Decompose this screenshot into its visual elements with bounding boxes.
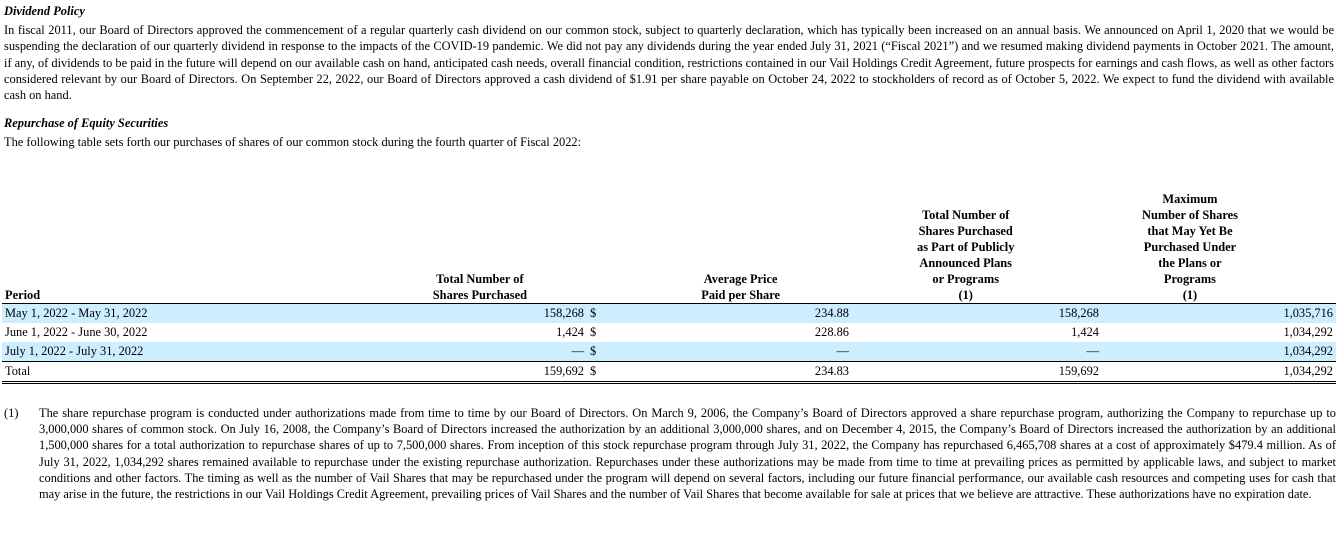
header-public-plans: Total Number of Shares Purchased as Part of Publicly Announced Plans or Programs (1): [917, 208, 1015, 302]
footnote-marker: (1): [4, 406, 19, 420]
cell-currency: $: [587, 362, 617, 383]
cell-plan-shares: 159,692: [852, 362, 1102, 383]
cell-period: May 1, 2022 - May 31, 2022: [2, 304, 312, 324]
cell-shares: 159,692: [312, 362, 587, 383]
header-period: Period: [5, 288, 41, 302]
cell-price: —: [617, 342, 852, 362]
repurchase-table: [2, 191, 1336, 384]
cell-remaining: 1,034,292: [1283, 325, 1333, 339]
table-row: [2, 323, 1336, 342]
cell-shares: 1,424: [556, 325, 584, 339]
cell-currency: $: [587, 342, 617, 362]
cell-shares: 158,268: [312, 304, 587, 324]
table-header-row: [2, 191, 1336, 304]
cell-period: Total: [2, 362, 312, 383]
table-row: [2, 342, 1336, 362]
footnote-text: The share repurchase program is conducted under authorizations made from time to time by our Board of Directors. On March 9, 2006, the Company’s Board of Directors approved a share repurchase program, authorizing the Company to repurchase up to 3,000,000 shares of common stock. On July 16, 2008, the Company’s Board of Directors increased the authorization by an additional 3,000,000 shares, and on December 4, 2015, the Company’s Board of Directors increased the authorization by an additional 1,500,000 shares for a total authorization to repurchase shares of up to 7,500,000 shares. From inception of this stock repurchase program through July 31, 2022, the Company has repurchased 6,465,708 shares at a cost of approximately $479.4 million. As of July 31, 2022, 1,034,292 shares remained available to repurchase under the existing repurchase authorization. Repurchases under these authorizations may be made from time to time at prevailing prices as permitted by applicable laws, and subject to market conditions and other factors. The timing as well as the number of Vail Shares that may be repurchased under the program will depend on several factors, including our future financial performance, our available cash resources and competing uses for cash that may arise in the future, the restrictions in our Vail Holdings Credit Agreement, prevailing prices of Vail Shares and the number of Vail Shares that become available for sale at prices that we believe are attractive. These authorizations have no expiration date.: [39, 406, 1336, 502]
cell-price: 234.83: [617, 362, 852, 383]
cell-remaining: 1,034,292: [1102, 362, 1336, 383]
dividend-policy-paragraph: In fiscal 2011, our Board of Directors approved the commencement of a regular quarterly cash dividend on our common stock, subject to quarterly declaration, which has typically been increased on an annual basis. We announced on April 1, 2020 that we would be suspending the declaration of our quarterly dividend in response to the impacts of the COVID-19 pandemic. We did not pay any dividends during the year ended July 31, 2021 (“Fiscal 2021”) and we resumed making dividend payments in October 2021. The amount, if any, of dividends to be paid in the future will depend on our available cash on hand, anticipated cash needs, overall financial condition, restrictions contained in our Vail Holdings Credit Agreement, future prospects for earnings and cash flows, as well as other factors considered relevant by our Board of Directors. On September 22, 2022, our Board of Directors approved a cash dividend of $1.91 per share payable on October 24, 2022 to stockholders of record as of October 5, 2022. We expect to fund the dividend with available cash on hand.: [4, 23, 1334, 103]
table-row: [2, 304, 1336, 324]
table-total-row: [2, 362, 1336, 383]
cell-plan-shares: 158,268: [852, 304, 1102, 324]
cell-price: 228.86: [814, 325, 849, 339]
header-average-price: Average Price Paid per Share: [701, 272, 780, 302]
cell-currency: $: [587, 304, 617, 324]
cell-price: 234.88: [617, 304, 852, 324]
cell-currency: $: [590, 325, 597, 339]
repurchase-intro: The following table sets forth our purchases of shares of our common stock during the fourth quarter of Fiscal 2022:: [4, 135, 582, 150]
cell-remaining: 1,034,292: [1102, 342, 1336, 362]
cell-period: July 1, 2022 - July 31, 2022: [2, 342, 312, 362]
footnote: [4, 405, 1336, 502]
cell-plan-shares: 1,424: [1071, 325, 1099, 339]
header-total-shares: Total Number of Shares Purchased: [432, 272, 527, 302]
header-max-remaining: Maximum Number of Shares that May Yet Be Purchased Under the Plans or Programs (1): [1142, 192, 1238, 302]
cell-plan-shares: —: [852, 342, 1102, 362]
dividend-policy-heading: Dividend Policy: [4, 4, 85, 18]
repurchase-heading: Repurchase of Equity Securities: [4, 116, 169, 131]
cell-shares: —: [312, 342, 587, 362]
cell-remaining: 1,035,716: [1102, 304, 1336, 324]
cell-period: June 1, 2022 - June 30, 2022: [5, 325, 148, 339]
